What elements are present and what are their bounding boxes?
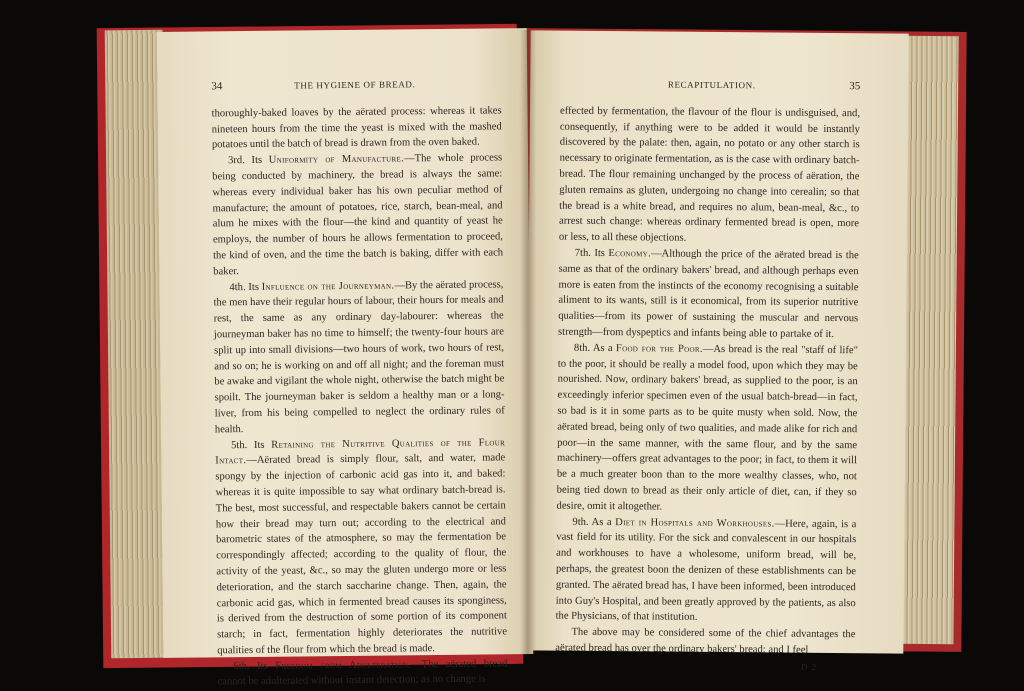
section-heading: Freedom from Adulteration.	[275, 659, 411, 671]
paragraph	[212, 151, 503, 280]
paragraph	[558, 246, 859, 343]
signature-mark: D 2	[555, 657, 855, 675]
paragraph-text: —Although the price of the aërated bread is the same as that of the ordinary bakers' bread, and although perhaps even more is eaten from the instincts of the economy recognising a suitable aliment to its wants, still is it economical, from its superior nutritive qualities—from its power of sustaining the muscular and nervous strength—from dyspeptics and infants being able to partake of it.	[558, 248, 859, 340]
right-page-number: 35	[849, 79, 860, 95]
right-page-body	[555, 103, 860, 658]
left-running-head	[211, 76, 501, 95]
paragraph	[559, 103, 860, 248]
paragraph	[556, 340, 858, 516]
left-running-title: THE HYGIENE OF BREAD.	[294, 77, 415, 94]
paragraph	[555, 625, 855, 659]
paragraph-text: —Here, again, is a vast field for its utility. For the sick and convalescent in our hospitals and workhouses to have a wholesome, uniform bread, will be, perhaps, the greatest boon the denizen of these establishments can be granted. The aërated bread has, I have been informed, been introduced into Guy's Hospital, and been greatly approved by the patients, as also the Physicians, of that institution.	[556, 518, 857, 623]
paragraph-text: —The aërated bread cannot be adulterated without instant detection; as no change is	[217, 658, 507, 688]
section-heading: Food for the Poor.	[616, 343, 703, 355]
paragraph-text: —Aërated bread is simply flour, salt, and water, made spongy by the injection of carbonic acid gas into it, and baked: whereas it is quite impossible to say what ordinary batch-bread is. The best, most successful, and respectable bakers cannot be certain how their bread may turn out; according to the electrical and barometric states of the atmosphere, so may the fermentation be correspondingly affected; according to the quality of flour, the activity of the yeast, &c., so may the gluten undergo more or less deterioration, and the starch saccharine change. Then, again, the carbonic acid gas, which in fermented bread causes its sponginess, is derived from the destruction of some portion of its component starch; in fact, fermentation highly deteriorates the nutritive qualities of the flour from which the bread is made.	[215, 453, 507, 657]
paragraph	[215, 435, 507, 659]
section-heading: Economy.	[608, 248, 651, 259]
paragraph-text: —As bread is the real "staff of life" to the poor, it should be really a model food, upon which they may be nourished. Now, ordinary bakers' bread, as supplied to the poor, is an exceedingly inferior specimen even of the usual batch-bread—in fact, so bad is it in some parts as to be quite musty when sold. Now, the aërated bread, being only of two qualities, and made alike for rich and poor—in the same manner, with the same flour, and by the same machinery—offers great advantages to the poor; in fact, to them it will be a much greater boon than to the more wealthy classes, who, not being tied down to bread as their only article of diet, can, if they so desire, omit it altogether.	[557, 344, 858, 513]
paragraph	[217, 656, 507, 691]
paragraph-text: —By the aërated process, the men have their regular hours of labour, their hours for meals and rest, the same as any ordinary day-labourer: whereas the journeyman baker has no time to himself; the twenty-four hours are split up into small divisions—two hours of work, two hours of rest, and so on; he is working on and off all night; and the foreman must be awake and vigilant the whole night, otherwise the batch might be spoilt. The journeyman baker is seldom a healthy man or a long-liver, from his being compelled to neglect the ordinary rules of health.	[214, 279, 505, 435]
paragraph	[213, 277, 505, 438]
paragraph-text: effected by fermentation, the flavour of the flour is undisguised, and, consequently, if anything were to be added it would be instantly discovered by the palate: then, again, no potato or any other starch is necessary to originate fermentation, as is the case with ordinary batch-bread. The flour remaining unchanged by the process of aëration, the gluten remains as gluten, undergoing no change into cerealin; so that the bread is a white bread, and requires no alum, bean-meal, &c., to arrest such change: whereas ordinary fermented bread is open, more or less, to all these objections.	[559, 105, 860, 243]
paragraph-lead: 5th. Its	[231, 439, 271, 450]
paragraph-lead: 7th. Its	[575, 248, 609, 259]
section-heading: Diet in Hospitals and Workhouses.	[615, 517, 775, 529]
book-gutter	[520, 30, 536, 654]
paragraph-lead: 6th. Its	[233, 660, 275, 671]
section-heading: Uniformity of Manufacture.	[269, 154, 404, 166]
paragraph-text: —The whole process being conducted by machinery, the bread is always the same: whereas every individual baker has his own peculiar method of manufacture; the amount of potatoes, rice, starch, bean-meal, and alum he mixes with the flour—the kind and quantity of yeast he employs, the number of hours he allows fermentation to proceed, the kind of oven, and the time the batch is baking, differ with each baker.	[212, 153, 503, 278]
paragraph	[556, 514, 857, 627]
right-page	[525, 30, 908, 653]
paragraph	[212, 103, 502, 153]
section-heading: Retaining the Nutritive Qualities of the Flour Intact.	[215, 437, 505, 467]
paragraph-lead: 9th. As a	[572, 516, 615, 527]
left-page	[157, 28, 534, 658]
paragraph-lead: 3rd. Its	[228, 155, 269, 166]
left-page-body	[212, 103, 508, 690]
page-edges-right	[899, 36, 958, 644]
paragraph-text: thoroughly-baked loaves by the aërated process: whereas it takes nineteen hours from the time the yeast is mixed with the mashed potatoes until the batch of bread is drawn from the oven baked.	[212, 105, 502, 151]
paragraph-lead: 8th. As a	[574, 343, 616, 354]
right-running-title: RECAPITULATION.	[668, 78, 756, 95]
left-page-number: 34	[211, 79, 222, 95]
paragraph-lead: 4th. Its	[229, 281, 261, 292]
right-running-head	[560, 77, 860, 95]
paragraph-text: The above may be considered some of the chief advantages the aërated bread has over the ordinary bakers' bread; and I feel	[555, 627, 855, 656]
section-heading: Influence on the Journeyman.	[262, 280, 395, 292]
